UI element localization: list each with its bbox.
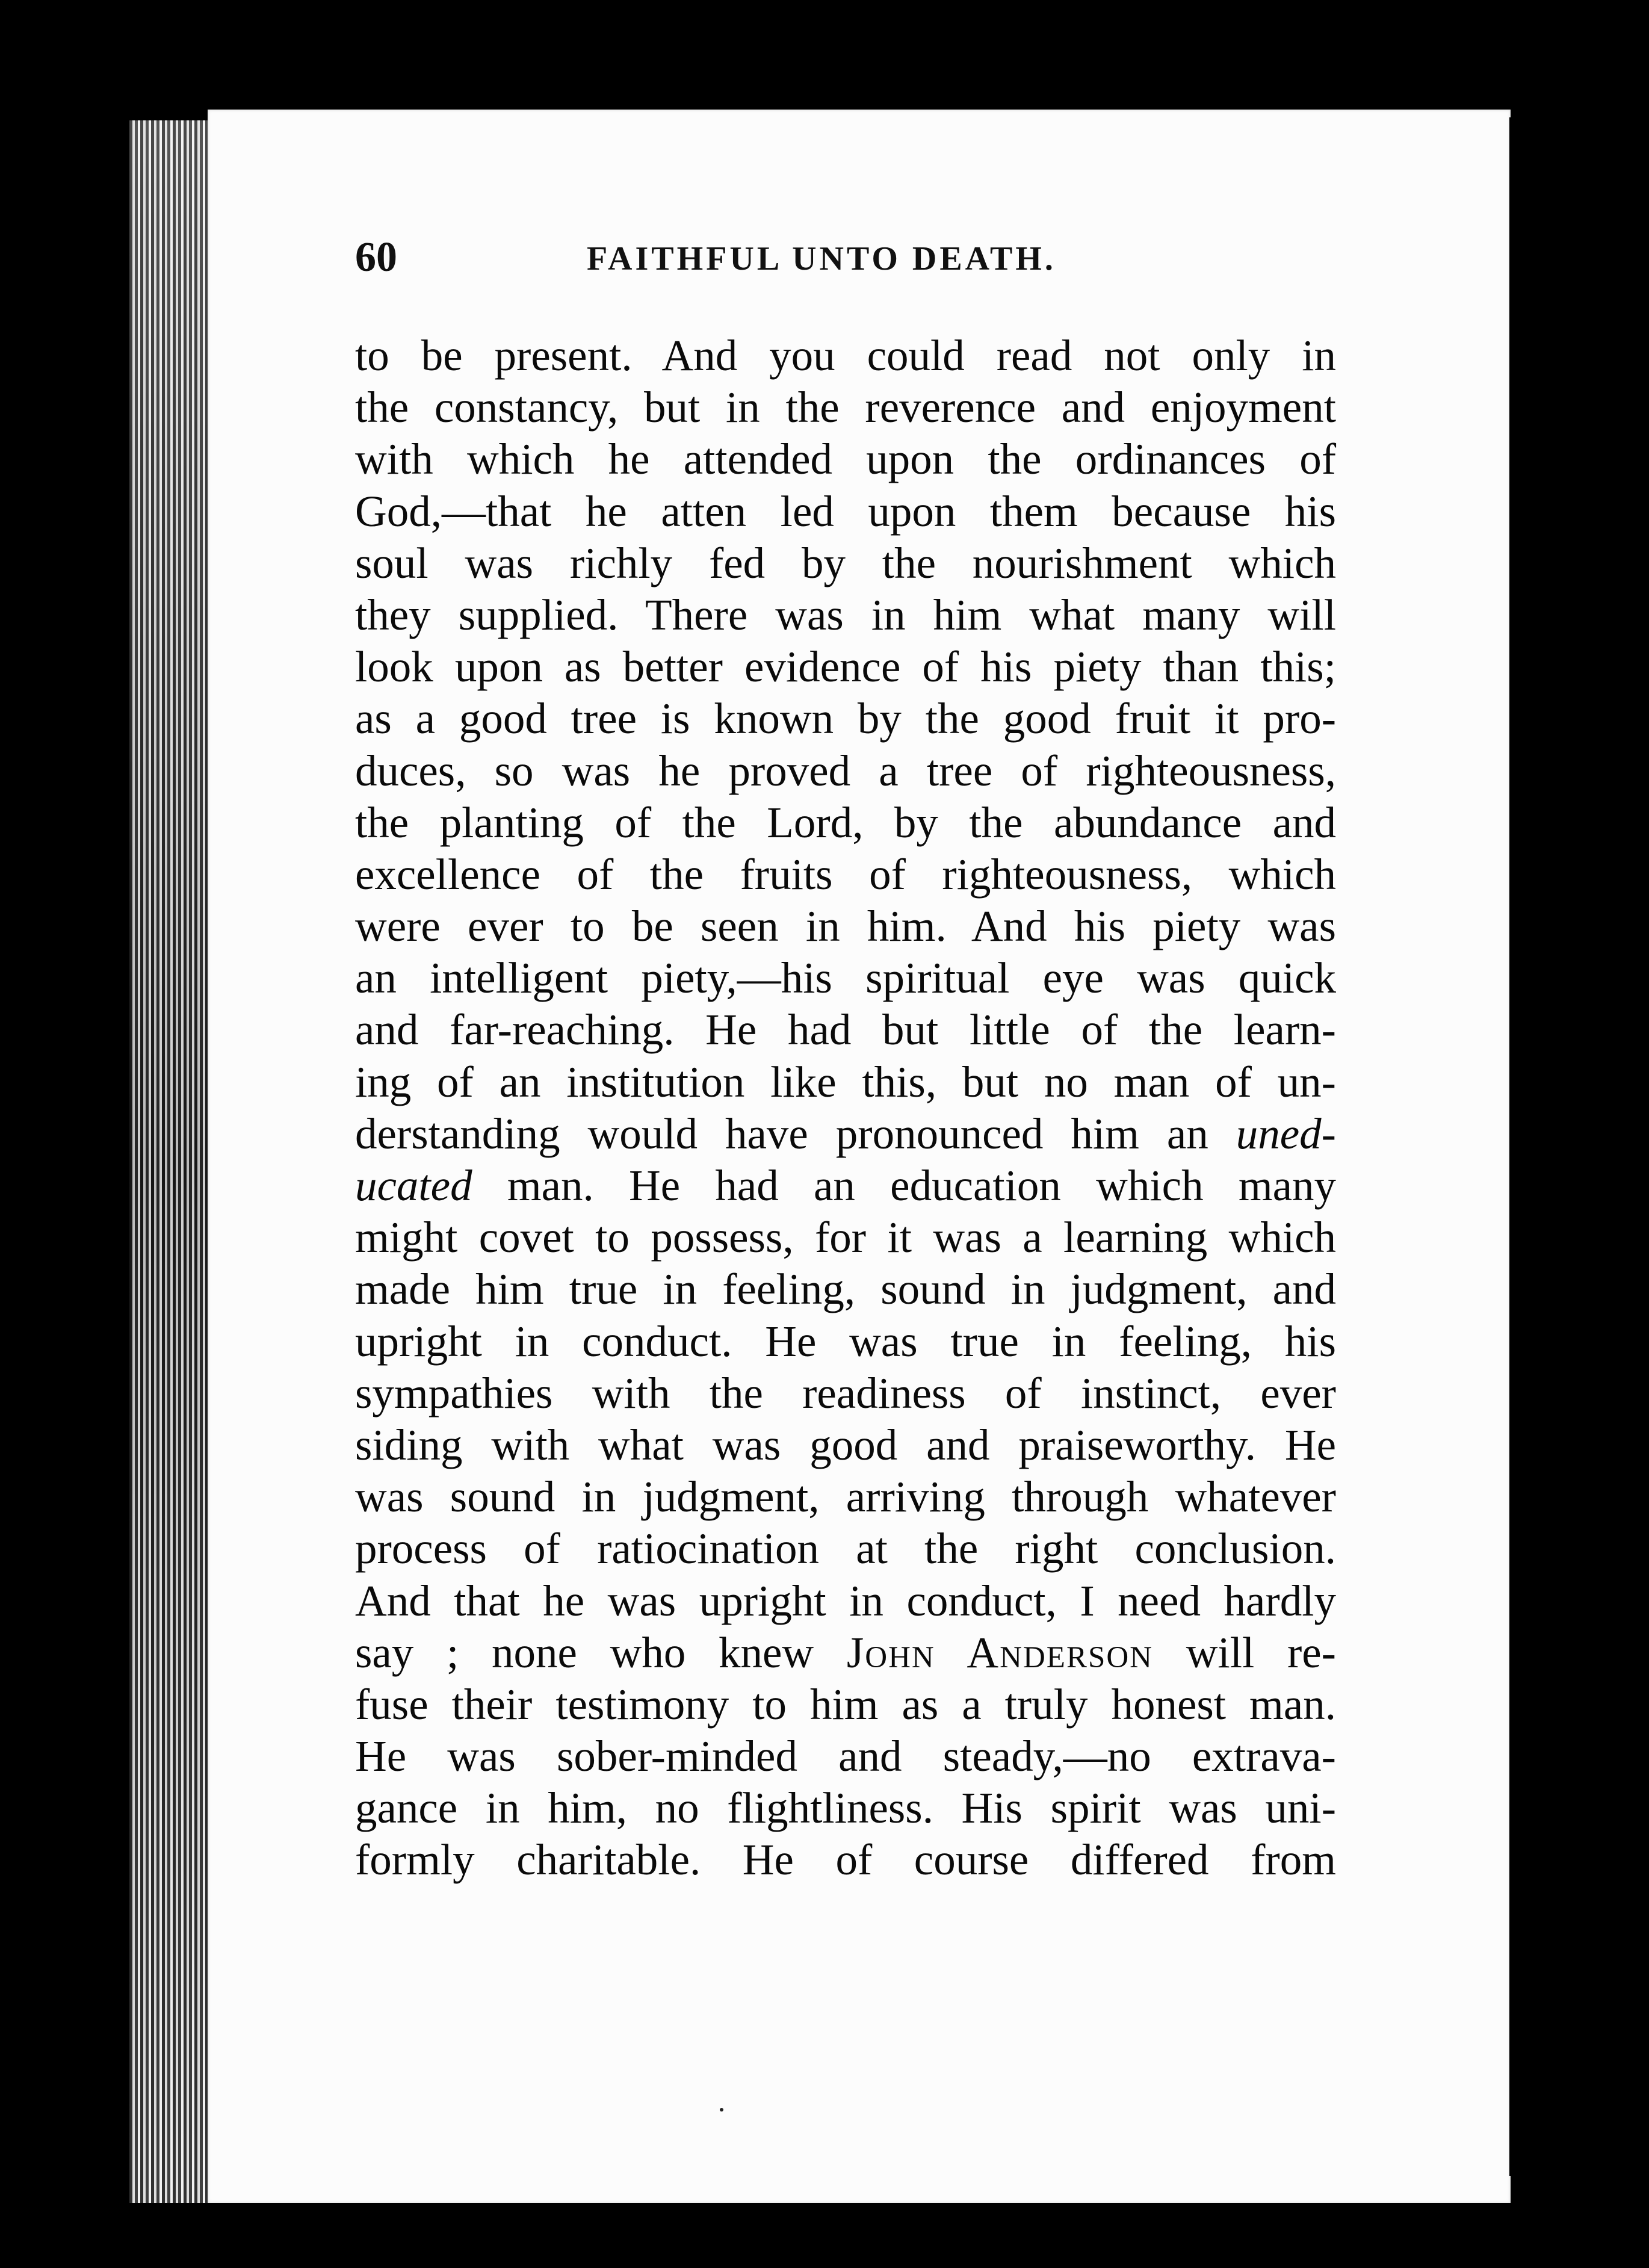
text-line: He was sober-minded and steady,—no extrava- xyxy=(355,1732,1336,1781)
text-line-with-italic xyxy=(355,1160,1336,1212)
text-line: process of ratiocination at the right conclusion. xyxy=(355,1524,1336,1573)
text-line: with which he attended upon the ordinances of xyxy=(355,435,1336,484)
scan-background-bottom xyxy=(0,2203,1649,2268)
text-fragment: derstanding would have pronounced him an xyxy=(355,1109,1236,1158)
text-fragment: man. He had an education which many xyxy=(472,1161,1336,1210)
text-line: soul was richly fed by the nourishment which xyxy=(355,538,1336,587)
text-line-with-small-caps xyxy=(355,1627,1336,1679)
text-line: fuse their testimony to him as a truly honest man. xyxy=(355,1679,1336,1729)
text-line: God,—that he atten led upon them because his xyxy=(355,486,1336,536)
text-line: and far-reaching. He had but little of the learn- xyxy=(355,1005,1336,1055)
body-text xyxy=(355,330,1336,1886)
text-line: sympathies with the readiness of instinct, ever xyxy=(355,1368,1336,1418)
text-line: were ever to be seen in him. And his piety was xyxy=(355,902,1336,951)
scan-background-left xyxy=(0,0,129,2268)
text-fragment: say ; none who knew xyxy=(355,1628,847,1677)
small-caps-name: John Anderson xyxy=(846,1628,1153,1677)
italic-fragment: uned- xyxy=(1236,1109,1336,1158)
text-line: might covet to possess, for it was a learning which xyxy=(355,1213,1336,1262)
text-line: was sound in judgment, arriving through whatever xyxy=(355,1472,1336,1522)
text-line: look upon as better evidence of his piety than this; xyxy=(355,642,1336,692)
print-speck xyxy=(720,2108,723,2112)
text-line: an intelligent piety,—his spiritual eye was quick xyxy=(355,953,1336,1003)
text-line: they supplied. There was in him what many will xyxy=(355,590,1336,639)
scan-background-top xyxy=(0,0,1649,114)
text-line: formly charitable. He of course differed from xyxy=(355,1835,1336,1885)
text-line: the constancy, but in the reverence and enjoyment xyxy=(355,383,1336,432)
text-line: excellence of the fruits of righteousness, which xyxy=(355,849,1336,899)
text-line: upright in conduct. He was true in feeling, his xyxy=(355,1316,1336,1366)
text-line: duces, so was he proved a tree of righteousness, xyxy=(355,746,1336,795)
italic-fragment: ucated xyxy=(355,1161,472,1210)
page-gutter-edge xyxy=(1509,117,1523,2176)
page-number: 60 xyxy=(355,234,397,280)
text-line: ing of an institution like this, but no man of un- xyxy=(355,1057,1336,1106)
text-line: gance in him, no flightliness. His spirit was uni- xyxy=(355,1783,1336,1833)
text-fragment: will re- xyxy=(1153,1628,1336,1677)
running-title: FAITHFUL UNTO DEATH. xyxy=(587,240,1056,277)
text-line: siding with what was good and praiseworthy. He xyxy=(355,1420,1336,1469)
text-line: made him true in feeling, sound in judgment, and xyxy=(355,1265,1336,1314)
text-line: to be present. And you could read not only in xyxy=(355,331,1336,380)
text-line: as a good tree is known by the good fruit it pro- xyxy=(355,694,1336,743)
text-line-with-italic xyxy=(355,1108,1336,1160)
running-head xyxy=(355,234,1324,288)
scan-background-right xyxy=(1523,0,1649,2268)
text-line: And that he was upright in conduct, I need hardly xyxy=(355,1576,1336,1625)
text-line: the planting of the Lord, by the abundance and xyxy=(355,798,1336,847)
